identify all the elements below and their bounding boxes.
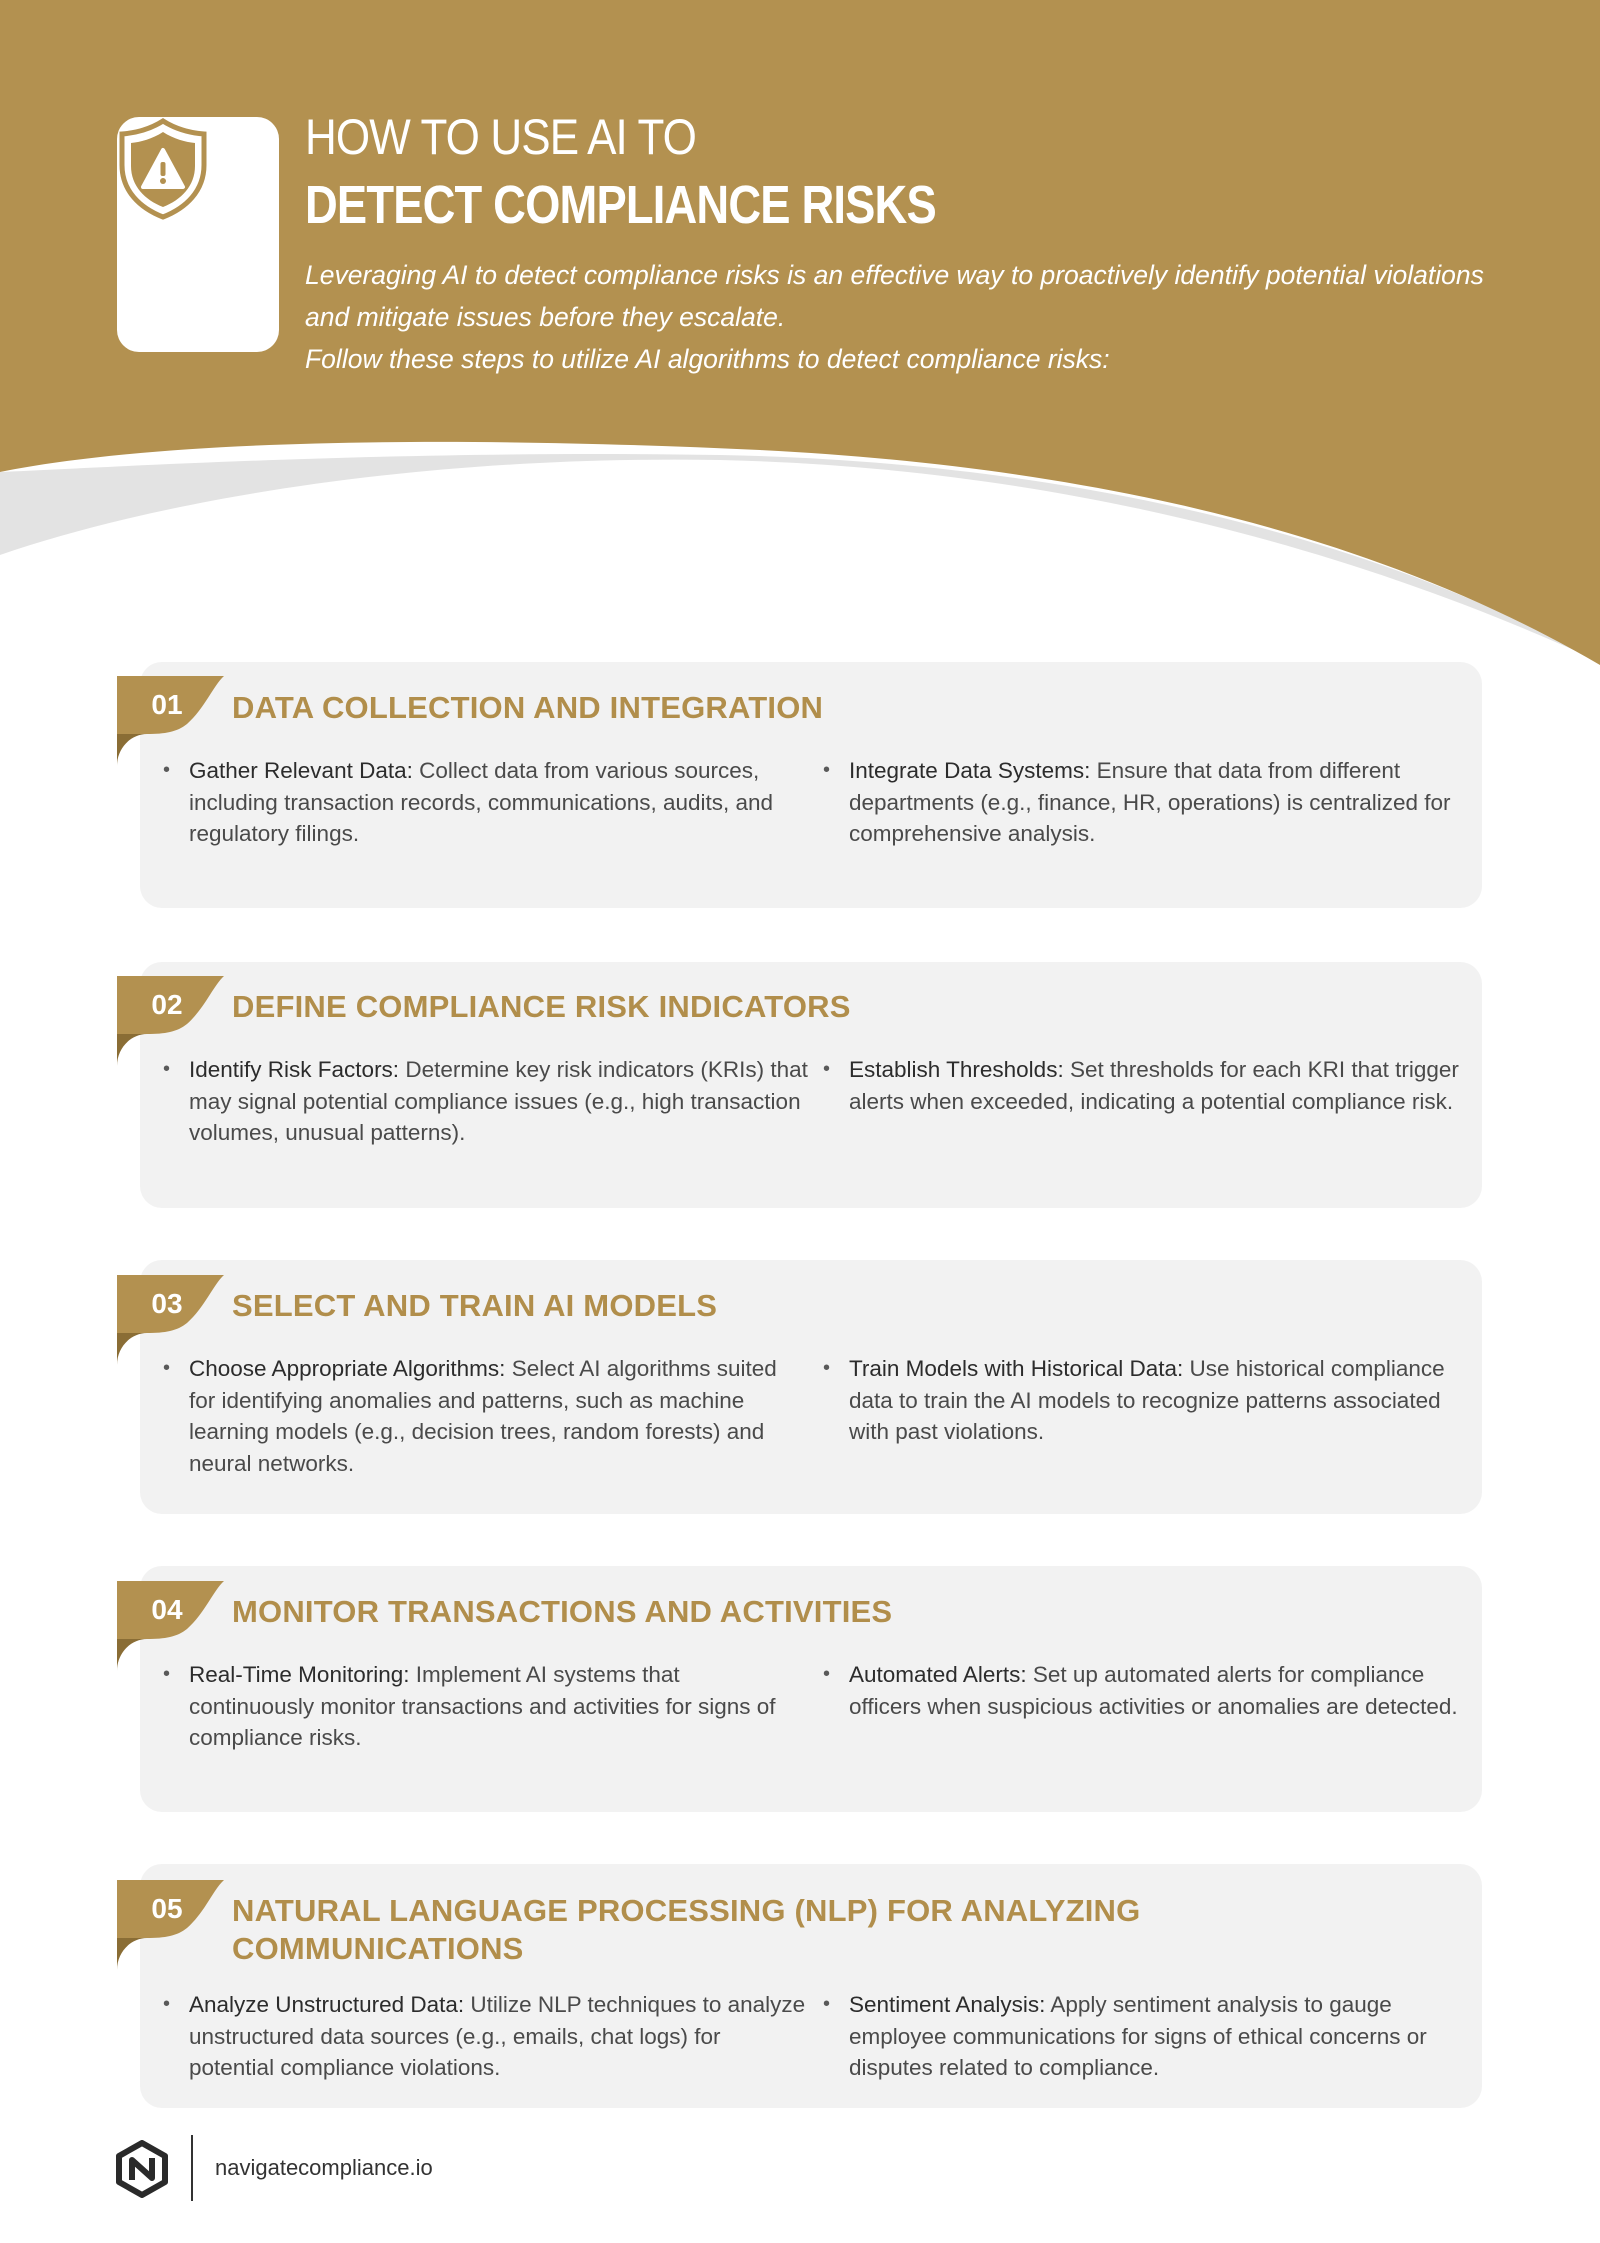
- section-number-tab-02: [117, 976, 224, 1066]
- section-01-item-1: [163, 755, 809, 850]
- item-text: Set up automated alerts for compliance officers when suspicious activities or anomalies are detected.: [849, 1662, 1458, 1719]
- item-lead: Establish Thresholds:: [849, 1057, 1064, 1082]
- bullet: •: [163, 1993, 171, 2015]
- section-04-item-2: [823, 1659, 1469, 1722]
- section-number-tab-03: [117, 1275, 224, 1365]
- bullet: •: [163, 1058, 171, 1080]
- intro-line-1: Leveraging AI to detect compliance risks is an effective way to proactively identify potential violations: [305, 260, 1484, 290]
- section-number-03: 03: [151, 1288, 183, 1319]
- item-lead: Choose Appropriate Algorithms:: [189, 1356, 506, 1381]
- intro-text: [305, 254, 1505, 380]
- bullet: •: [823, 759, 831, 781]
- item-text: Set thresholds for each KRI that trigger alerts when exceeded, indicating a potential compliance risk.: [849, 1057, 1459, 1114]
- section-title-02: DEFINE COMPLIANCE RISK INDICATORS: [232, 989, 851, 1024]
- section-number-tab-04: [117, 1581, 224, 1671]
- bullet: •: [823, 1058, 831, 1080]
- section-03-item-1: [163, 1353, 809, 1479]
- item-lead: Analyze Unstructured Data:: [189, 1992, 465, 2017]
- footer-divider: [191, 2135, 193, 2201]
- section-02-item-2: [823, 1054, 1469, 1117]
- section-number-04: 04: [151, 1594, 183, 1625]
- bullet: •: [163, 759, 171, 781]
- section-04-item-1: [163, 1659, 809, 1754]
- section-05-item-2: [823, 1989, 1469, 2084]
- item-lead: Train Models with Historical Data:: [849, 1356, 1184, 1381]
- item-lead: Automated Alerts:: [849, 1662, 1027, 1687]
- section-02-item-1: [163, 1054, 809, 1149]
- item-lead: Real-Time Monitoring:: [189, 1662, 410, 1687]
- section-number-01: 01: [151, 689, 183, 720]
- section-number-tab-01: [117, 676, 224, 766]
- section-title-04: MONITOR TRANSACTIONS AND ACTIVITIES: [232, 1594, 893, 1629]
- section-title-05: [232, 1892, 1332, 1968]
- section-number-05: 05: [151, 1893, 183, 1924]
- section-05-item-1: [163, 1989, 809, 2084]
- hero-banner: [0, 0, 1600, 680]
- item-text: Implement AI systems that continuously monitor transactions and activities for signs of compliance risks.: [189, 1662, 776, 1750]
- page-title-line-2: DETECT COMPLIANCE RISKS: [305, 175, 936, 235]
- footer-url[interactable]: navigatecompliance.io: [215, 2155, 433, 2180]
- hero-icon-card: [117, 117, 279, 352]
- item-text: Ensure that data from different departments (e.g., finance, HR, operations) is centralized for comprehensive analysis.: [849, 758, 1451, 846]
- item-text: Use historical compliance data to train the AI models to recognize patterns associated with past violations.: [849, 1356, 1445, 1444]
- section-number-02: 02: [151, 989, 183, 1020]
- navigate-compliance-logo-icon: [115, 2140, 169, 2198]
- section-01-item-2: [823, 755, 1469, 850]
- item-text: Apply sentiment analysis to gauge employee communications for signs of ethical concerns or disputes related to compliance.: [849, 1992, 1427, 2080]
- item-lead: Identify Risk Factors:: [189, 1057, 400, 1082]
- item-text: Determine key risk indicators (KRIs) that may signal potential compliance issues (e.g., high transaction volumes, unusual patterns).: [189, 1057, 808, 1145]
- page-title-line-1: HOW TO USE AI TO: [305, 109, 696, 165]
- section-title-01: DATA COLLECTION AND INTEGRATION: [232, 690, 824, 725]
- bullet: •: [823, 1993, 831, 2015]
- bullet: •: [823, 1663, 831, 1685]
- intro-line-2: and mitigate issues before they escalate.: [305, 302, 786, 332]
- intro-line-3: Follow these steps to utilize AI algorithms to detect compliance risks:: [305, 344, 1110, 374]
- bullet: •: [163, 1357, 171, 1379]
- section-title-05-line-1: NATURAL LANGUAGE PROCESSING (NLP) FOR ANALYZING: [232, 1893, 1141, 1928]
- bullet: •: [823, 1357, 831, 1379]
- section-03-item-2: [823, 1353, 1469, 1448]
- section-title-05-line-2: COMMUNICATIONS: [232, 1931, 524, 1966]
- item-lead: Sentiment Analysis:: [849, 1992, 1046, 2017]
- section-title-03: SELECT AND TRAIN AI MODELS: [232, 1288, 718, 1323]
- shield-warning-icon: [117, 117, 209, 221]
- bullet: •: [163, 1663, 171, 1685]
- item-text: Collect data from various sources, including transaction records, communications, audits, and regulatory filings.: [189, 758, 774, 846]
- item-text: Select AI algorithms suited for identifying anomalies and patterns, such as machine learning models (e.g., decision trees, random forests) and neural networks.: [189, 1356, 777, 1476]
- item-lead: Integrate Data Systems:: [849, 758, 1091, 783]
- item-text: Utilize NLP techniques to analyze unstructured data sources (e.g., emails, chat logs) for potential compliance violations.: [189, 1992, 806, 2080]
- item-lead: Gather Relevant Data:: [189, 758, 413, 783]
- section-number-tab-05: [117, 1880, 224, 1970]
